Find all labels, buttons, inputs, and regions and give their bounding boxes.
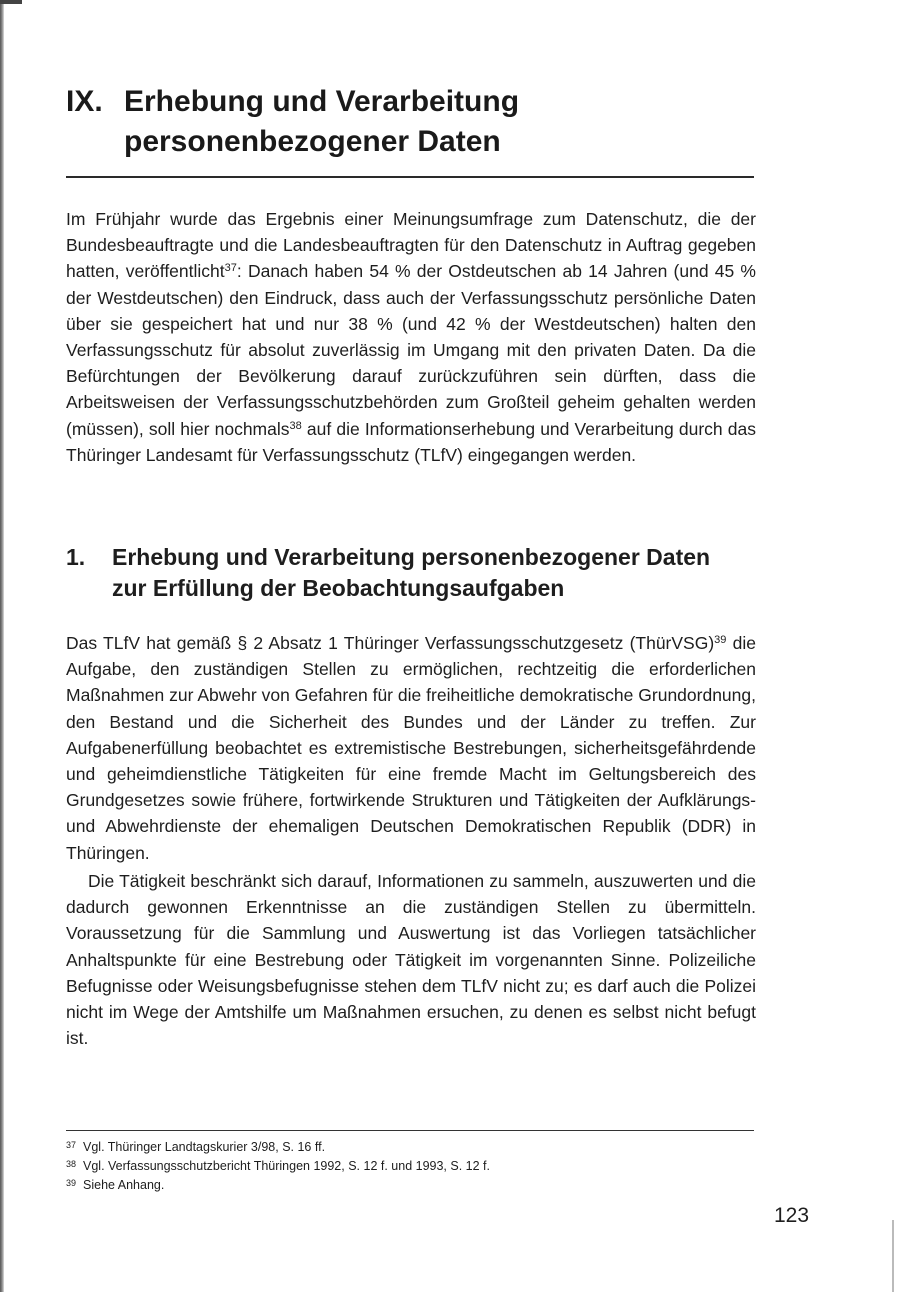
intro-text-part2: : Danach haben 54 % der Ostdeutschen ab 14 Jahren (und 45 % der Westdeutschen) den Eindruck, dass auch der Verfassungsschutz persönliche Daten über sie gespeichert hat und nur 38 % (und 42 % der Westdeutschen) halten den Verfassungsschutz für absolut zuverlässig im Umgang mit den privaten Daten. Da die Befürchtungen der Bevölkerung darauf zurückzuführen sein dürften, dass die Arbeitsweisen der Verfassungsschutzbehörden zum Großteil geheim gehalten werden (müssen), soll hier nochmals <box>66 261 756 439</box>
scan-left-edge <box>0 0 4 1292</box>
intro-text-part3: auf die Informationserhebung und Verarbeitung durch das Thüringer Landesamt für Verfassungsschutz (TLfV) eingegangen werden. <box>66 418 756 465</box>
footnote-ref-37: 37 <box>224 262 237 275</box>
footnote-number: 39 <box>66 1178 77 1188</box>
footnote-38 <box>66 1157 756 1176</box>
scan-right-edge <box>892 1220 894 1292</box>
footnote-text: Vgl. Thüringer Landtagskurier 3/98, S. 16 ff. <box>83 1140 326 1154</box>
chapter-title <box>66 82 786 162</box>
chapter-title-line2: personenbezogener Daten <box>124 125 501 158</box>
section-paragraph-2: Die Tätigkeit beschränkt sich darauf, Informationen zu sammeln, auszuwerten und die dadurch gewonnen Erkenntnisse an die zuständigen Stellen zu übermitteln. Voraussetzung für die Sammlung und Auswertung ist das Vorliegen tatsächlicher Anhaltspunkte für eine Bestrebung oder Tätigkeit im vorgenannten Sinne. Polizeiliche Befugnisse oder Weisungsbefugnisse stehen dem TLfV nicht zu; es darf auch die Polizei nicht im Wege der Amtshilfe um Maßnahmen ersuchen, zu denen es selbst nicht befugt ist. <box>66 871 756 1049</box>
footnote-39 <box>66 1176 756 1195</box>
footnote-number: 38 <box>66 1159 77 1169</box>
section-paragraph-1 <box>66 630 756 866</box>
footnotes <box>66 1138 756 1195</box>
section-para1-part2: die Aufgabe, den zuständigen Stellen zu ermöglichen, rechtzeitig die erforderlichen Maßnahmen zur Abwehr von Gefahren für die freiheitliche demokratische Grundordnung, den Bestand und die Sicherheit des Bundes und der Länder zu treffen. Zur Aufgabenerfüllung beobachtet es extremistische Bestrebungen, sicherheitsgefährdende und geheimdienstliche Tätigkeiten für eine fremde Macht im Geltungsbereich des Grundgesetzes sowie frühere, fortwirkende Strukturen und Tätigkeiten der Aufklärungs- und Abwehrdienste der ehemaligen Deutschen Demokratischen Republik (DDR) in Thüringen. <box>66 633 757 863</box>
section-title-line1: Erhebung und Verarbeitung personenbezogener Daten <box>112 544 711 570</box>
page-number: 123 <box>774 1204 810 1227</box>
footnote-ref-39: 39 <box>714 634 727 646</box>
footnote-ref-38: 38 <box>289 419 302 432</box>
section-title <box>66 542 766 604</box>
intro-text-part1: Im Frühjahr wurde das Ergebnis einer Meinungsumfrage zum Datenschutz, die der Bundesbeauftragte und die Landesbeauftragten für den Datenschutz in Auftrag gegeben hatten, veröffentlicht <box>66 209 756 282</box>
intro-paragraph <box>66 206 756 468</box>
section-para1-part1: Das TLfV hat gemäß § 2 Absatz 1 Thüringer Verfassungsschutzgesetz (ThürVSG) <box>66 633 715 653</box>
chapter-title-line1: Erhebung und Verarbeitung <box>124 85 520 118</box>
chapter-number: IX. <box>66 85 103 118</box>
footnote-text: Vgl. Verfassungsschutzbericht Thüringen 1992, S. 12 f. und 1993, S. 12 f. <box>83 1159 490 1173</box>
footnote-37 <box>66 1138 756 1157</box>
footnote-text: Siehe Anhang. <box>83 1178 165 1192</box>
scan-top-edge <box>0 0 22 4</box>
section-title-line2: zur Erfüllung der Beobachtungsaufgaben <box>112 575 565 601</box>
section-number: 1. <box>66 544 86 570</box>
footnote-divider <box>66 1130 754 1131</box>
title-divider <box>66 176 754 178</box>
footnote-number: 37 <box>66 1140 77 1150</box>
